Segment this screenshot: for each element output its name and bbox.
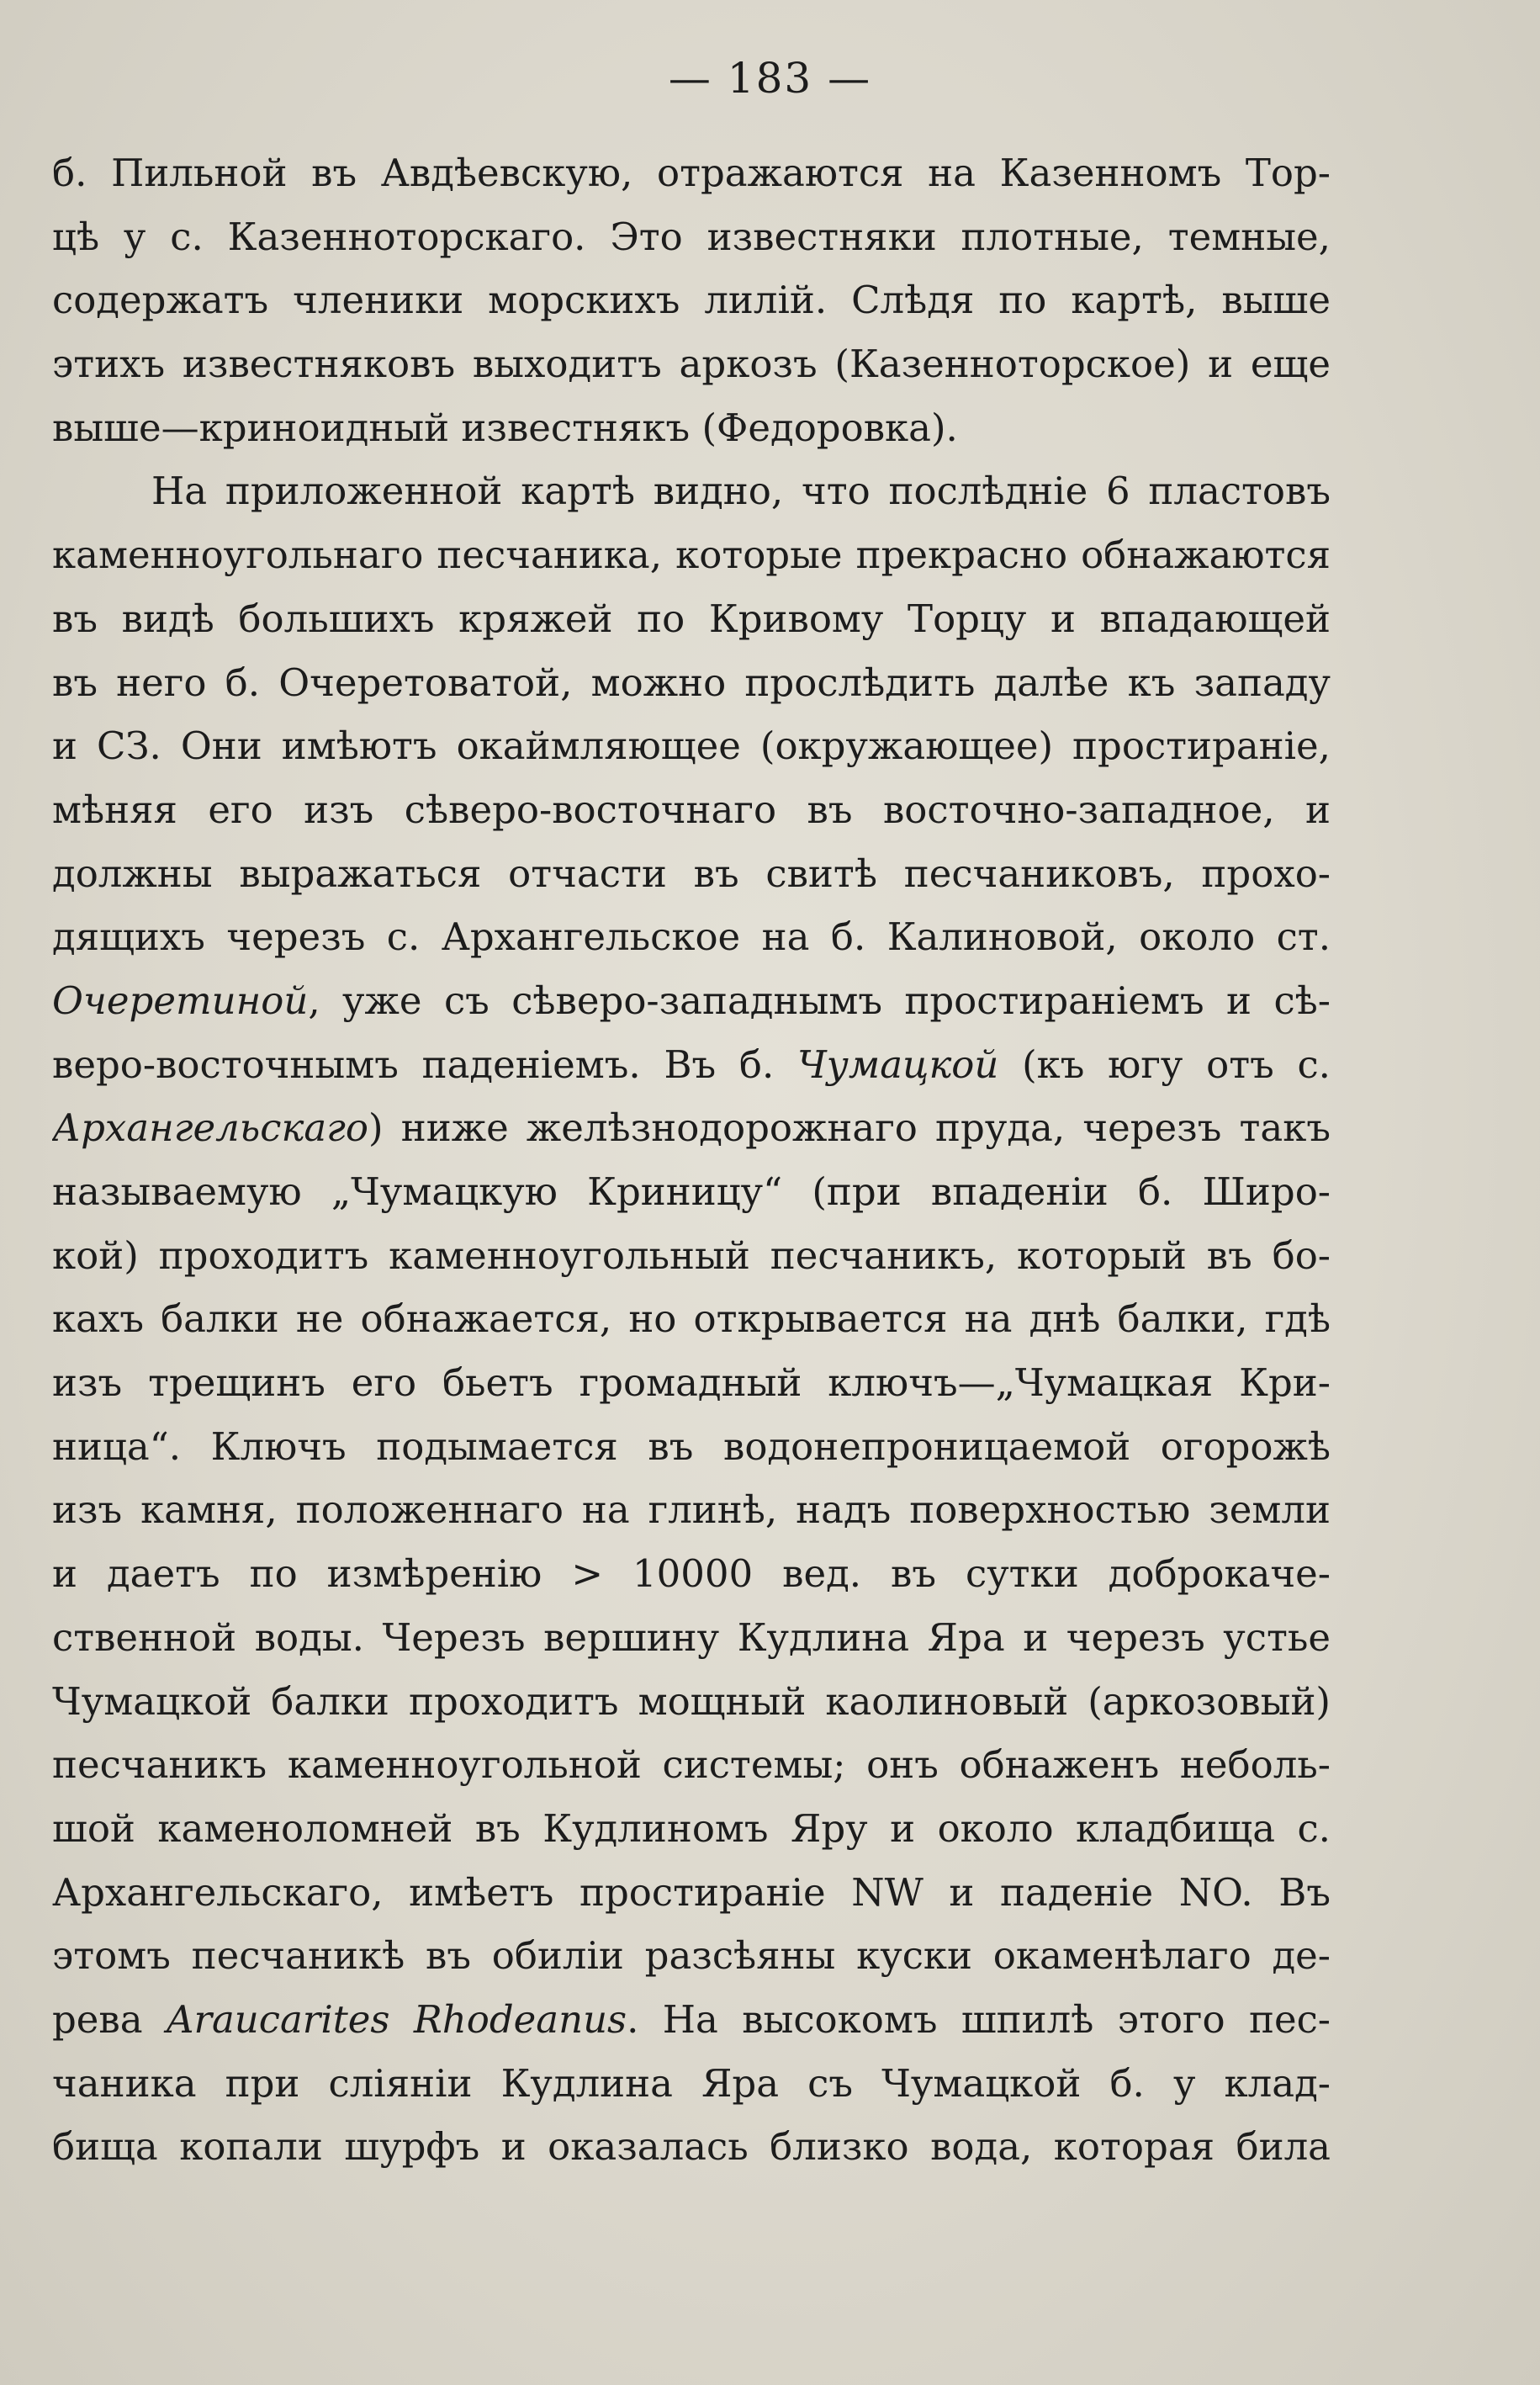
text-line: Чумацкой балки проходитъ мощный каолиновый (аркозовый) xyxy=(52,1678,1331,1724)
text-line: Архангельскаго, имѣетъ простираніе NW и паденіе NO. Въ xyxy=(52,1869,1331,1915)
text-line: выше—криноидный известнякъ (Федоровка). xyxy=(52,405,958,450)
text-line: мѣняя его изъ сѣверо-восточнаго въ восточно-западное, и xyxy=(52,787,1331,832)
text-line: въ него б. Очеретоватой, можно прослѣдить далѣе къ западу xyxy=(52,660,1331,705)
text-line: кахъ балки не обнажается, но открывается на днѣ балки, гдѣ xyxy=(52,1296,1331,1342)
text-line: и даетъ по измѣренію > 10000 вед. въ сутки доброкаче- xyxy=(52,1551,1331,1597)
text-line: песчаникъ каменноугольной системы; онъ обнаженъ неболь- xyxy=(52,1742,1331,1788)
body-text xyxy=(52,141,1331,2179)
text-line: этомъ песчаникѣ въ обиліи разсѣяны куски окаменѣлаго де- xyxy=(52,1933,1331,1979)
text-line: веро-восточнымъ паденіемъ. Въ б. Чумацкой (къ югу отъ с. xyxy=(52,1041,1331,1087)
italic-species-name: Araucarites Rhodeanus xyxy=(166,1996,627,2042)
text-line: кой) проходитъ каменноугольный песчаникъ, который въ бо- xyxy=(52,1232,1331,1278)
text-line: цѣ у с. Казенноторскаго. Это известняки плотные, темные, xyxy=(52,214,1331,259)
text-line: ница“. Ключъ подымается въ водонепроницаемой огорожѣ xyxy=(52,1423,1331,1469)
paragraph-1 xyxy=(52,141,1331,459)
text-line: бища копали шурфъ и оказалась близко вода, которая била xyxy=(52,2124,1331,2170)
text-line: содержатъ членики морскихъ лилій. Слѣдя по картѣ, выше xyxy=(52,278,1331,323)
italic-place-name: Чумацкой xyxy=(797,1041,999,1087)
text-line: ственной воды. Черезъ вершину Кудлина Яра и черезъ устье xyxy=(52,1614,1331,1660)
text-line: этихъ известняковъ выходитъ аркозъ (Казенноторское) и еще xyxy=(52,342,1331,387)
italic-place-name: Архангельскаго xyxy=(52,1105,368,1151)
text-line: и СЗ. Они имѣютъ окаймляющее (окружающее) простираніе, xyxy=(52,723,1331,769)
text-line: б. Пильной въ Авдѣевскую, отражаются на Казенномъ Тор- xyxy=(52,151,1331,195)
text-line: дящихъ черезъ с. Архангельское на б. Калиновой, около ст. xyxy=(52,914,1331,960)
text-line: На приложенной картѣ видно, что послѣдніе 6 пластовъ xyxy=(151,469,1331,514)
text-line: называемую „Чумацкую Криницу“ (при впаденіи б. Широ- xyxy=(52,1169,1331,1214)
italic-place-name: Очеретиной xyxy=(52,978,309,1023)
paragraph-2 xyxy=(52,459,1331,2179)
text-line: Архангельскаго) ниже желѣзнодорожнаго пруда, черезъ такъ xyxy=(52,1105,1331,1151)
text-line: каменноугольнаго песчаника, которые прекрасно обнажаются xyxy=(52,533,1331,578)
text-line: рева Araucarites Rhodeanus. На высокомъ шпилѣ этого пес- xyxy=(52,1996,1331,2042)
text-line: изъ трещинъ его бьетъ громадный ключъ—„Чумацкая Кри- xyxy=(52,1360,1331,1406)
text-line: чаника при сліяніи Кудлина Яра съ Чумацкой б. у клад- xyxy=(52,2060,1331,2106)
text-line: изъ камня, положеннаго на глинѣ, надъ поверхностью земли xyxy=(52,1487,1331,1533)
text-line: должны выражаться отчасти въ свитѣ песчаниковъ, прохо- xyxy=(52,851,1331,896)
text-line: шой каменоломней въ Кудлиномъ Яру и около кладбища с. xyxy=(52,1805,1331,1851)
text-line: Очеретиной, уже съ сѣверо-западнымъ простираніемъ и сѣ- xyxy=(52,978,1331,1023)
page-number: — 183 — xyxy=(668,54,872,103)
text-line: въ видѣ большихъ кряжей по Кривому Торцу и впадающей xyxy=(52,596,1331,641)
